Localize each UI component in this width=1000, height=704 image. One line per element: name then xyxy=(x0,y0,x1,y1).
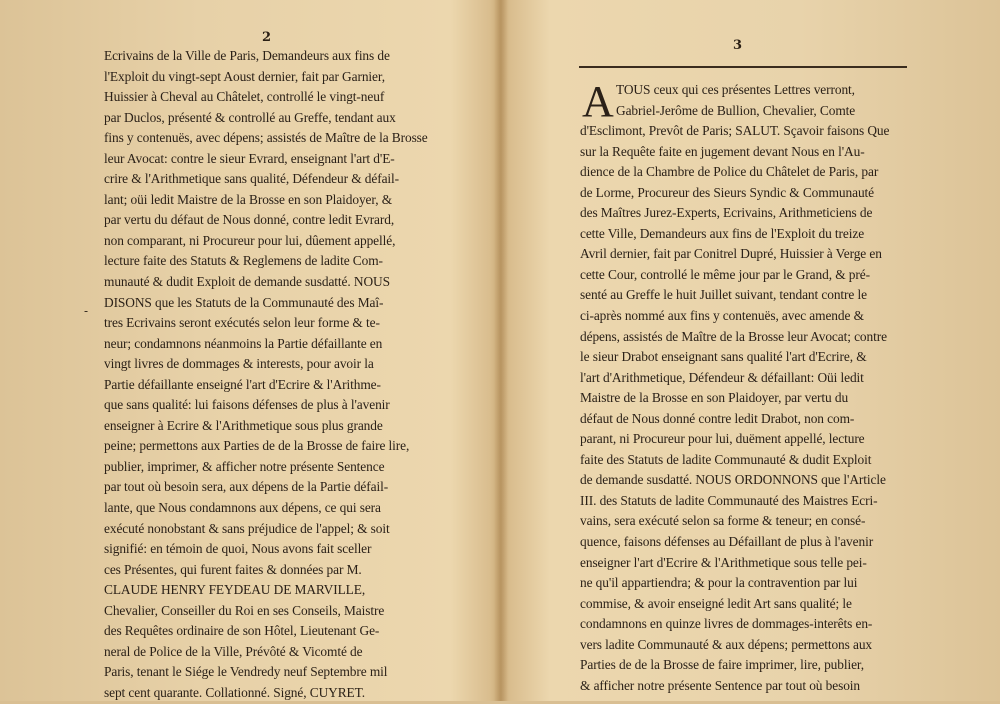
text-line: enseigner à Ecrire & l'Arithmetique sous plus grande xyxy=(104,417,383,433)
text-line: lant; oüi ledit Maistre de la Brosse en son Plaidoyer, & xyxy=(104,191,393,207)
text-line: vers ladite Communauté & aux dépens; permettons aux xyxy=(580,636,873,652)
text-line: neur; condamnons néanmoins la Partie défaillante en xyxy=(104,335,383,351)
text-line: publier, imprimer, & afficher notre présente Sentence xyxy=(104,458,385,474)
text-line: Parties de de la Brosse de faire imprimer, lire, publier, xyxy=(580,657,865,673)
text-line: défaut de Nous donné contre ledit Drabot, non com- xyxy=(580,410,855,426)
header-rule xyxy=(579,66,907,68)
text-line: lecture faite des Statuts & Reglemens de ladite Com- xyxy=(104,253,383,269)
text-line: de demande susdatté. NOUS ORDONNONS que l'Article xyxy=(580,472,886,488)
page-number-left: 2 xyxy=(262,30,272,45)
text-line: non comparant, ni Procureur pour lui, dûement appellé, xyxy=(104,232,396,248)
text-line: ci-après nommé aux fins y contenuës, avec amende & xyxy=(580,308,864,324)
text-line: Avril dernier, fait par Conitrel Dupré, Huissier à Verge en xyxy=(580,246,882,262)
text-line: neral de Police de la Ville, Prévôté & Vicomté de xyxy=(104,643,363,659)
text-line: que sans qualité: lui faisons défenses de plus à l'avenir xyxy=(104,397,390,413)
text-line: condamnons en quinze livres de dommages-interêts en- xyxy=(580,616,873,632)
text-line: de Lorme, Procureur des Sieurs Syndic & Communauté xyxy=(580,184,875,200)
text-line: exécuté nonobstant & sans préjudice de l'appel; & soit xyxy=(104,520,390,536)
text-line: ces Présentes, qui furent faites & données par M. xyxy=(104,561,362,577)
text-line: sur la Requête faite en jugement devant Nous en l'Au- xyxy=(580,143,865,159)
text-line: dience de la Chambre de Police du Châtelet de Paris, par xyxy=(580,164,879,180)
text-line: faite des Statuts de ladite Communauté & dudit Exploit xyxy=(580,451,872,467)
text-line: l'art d'Arithmetique, Défendeur & défaillant: Oüi ledit xyxy=(580,369,864,385)
drop-cap: A xyxy=(582,77,614,126)
text-line: par vertu du défaut de Nous donné, contre ledit Evrard, xyxy=(104,212,395,228)
left-page xyxy=(0,0,495,701)
margin-mark: - xyxy=(84,304,89,318)
text-line: III. des Statuts de ladite Communauté des Maistres Ecri- xyxy=(580,492,878,508)
text-line: leur Avocat: contre le sieur Evrard, enseignant l'art d'E- xyxy=(104,150,395,166)
text-line: lante, que Nous condamnons aux dépens, ce qui sera xyxy=(104,500,381,516)
text-line: munauté & dudit Exploit de demande susdatté. NOUS xyxy=(104,274,390,290)
text-line: signifié: en témoin de quoi, Nous avons fait sceller xyxy=(104,541,372,557)
right-page xyxy=(505,0,1000,701)
text-line: d'Esclimont, Prevôt de Paris; SALUT. Sçavoir faisons Que xyxy=(580,123,890,139)
text-line: Partie défaillante enseigné l'art d'Ecrire & l'Arithme- xyxy=(104,376,381,392)
text-line: cette Cour, controllé le même jour par le Grand, & pré- xyxy=(580,266,870,282)
page-number-right: 3 xyxy=(733,38,743,53)
text-line: fins y contenuës, avec dépens; assistés de Maître de la Brosse xyxy=(104,130,428,146)
text-line: tres Ecrivains seront exécutés selon leur forme & te- xyxy=(104,315,380,331)
text-line: quence, faisons défenses au Défaillant de plus à l'avenir xyxy=(580,534,874,550)
text-line: senté au Greffe le huit Juillet suivant, tendant contre le xyxy=(580,287,867,303)
text-line: le sieur Drabot enseignant sans qualité l'art d'Ecrire, & xyxy=(580,349,867,365)
left-page-text xyxy=(104,46,430,704)
text-line: Paris, tenant le Siége le Vendredy neuf Septembre mil xyxy=(104,664,388,680)
text-line: par tout où besoin sera, aux dépens de la Partie défail- xyxy=(104,479,389,495)
text-line: Maistre de la Brosse en son Plaidoyer, par vertu du xyxy=(580,390,849,406)
text-line: Gabriel-Jerôme de Bullion, Chevalier, Comte xyxy=(616,102,856,118)
text-line: ne qu'il appartiendra; & pour la contravention par lui xyxy=(580,575,858,591)
text-line: commise, & avoir enseigné ledit Art sans qualité; le xyxy=(580,595,852,611)
text-line: TOUS ceux qui ces présentes Lettres verront, xyxy=(616,82,855,97)
text-line: Ecrivains de la Ville de Paris, Demandeurs aux fins de xyxy=(104,48,390,63)
text-line: dépens, assistés de Maître de la Brosse leur Avocat; contre xyxy=(580,328,887,344)
text-line: Chevalier, Conseiller du Roi en ses Conseils, Maistre xyxy=(104,602,385,618)
text-line: vingt livres de dommages & interests, pour avoir la xyxy=(104,356,374,372)
text-line: crire & l'Arithmetique sans qualité, Défendeur & défail- xyxy=(104,171,400,187)
text-line: cette Ville, Demandeurs aux fins de l'Exploit du treize xyxy=(580,225,865,241)
text-line: Huissier à Cheval au Châtelet, controllé le vingt-neuf xyxy=(104,89,385,105)
text-line: DISONS que les Statuts de la Communauté des Maî- xyxy=(104,294,384,310)
text-line: par Duclos, présenté & controllé au Greffe, tendant aux xyxy=(104,109,396,125)
right-page-text xyxy=(580,77,910,696)
text-line: des Requêtes ordinaire de son Hôtel, Lieutenant Ge- xyxy=(104,623,380,639)
text-line: sept cent quarante. Collationné. Signé, CUYRET. xyxy=(104,684,365,700)
text-line: l'Exploit du vingt-sept Aoust dernier, fait par Garnier, xyxy=(104,68,385,84)
text-line: des Maîtres Jurez-Experts, Ecrivains, Arithmeticiens de xyxy=(580,205,873,221)
text-line: vains, sera exécuté selon sa forme & teneur; en consé- xyxy=(580,513,866,529)
text-line: & afficher notre présente Sentence par tout où besoin xyxy=(580,677,861,693)
text-line: parant, ni Procureur pour lui, duëment appellé, lecture xyxy=(580,431,865,447)
text-line: CLAUDE HENRY FEYDEAU DE MARVILLE, xyxy=(104,582,366,598)
text-line: peine; permettons aux Parties de de la Brosse de faire lire, xyxy=(104,438,410,454)
text-line: enseigner l'art d'Ecrire & l'Arithmetique sous telle pei- xyxy=(580,554,867,570)
